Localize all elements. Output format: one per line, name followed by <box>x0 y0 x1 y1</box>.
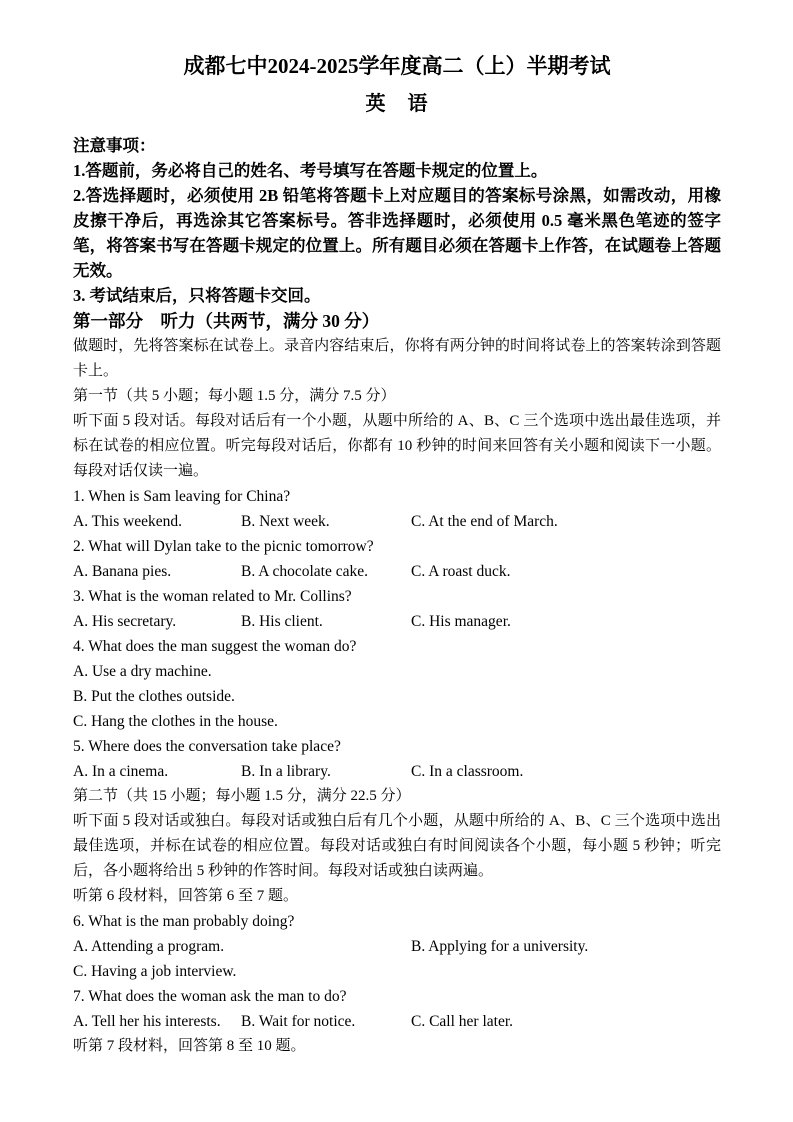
question-5-options <box>73 759 721 784</box>
question-3-text: 3. What is the woman related to Mr. Collins? <box>73 588 352 605</box>
question-5-option-c: C. In a classroom. <box>411 763 524 780</box>
part1-intro: 做题时，先将答案标在试卷上。录音内容结束后，你将有两分钟的时间将试卷上的答案转涂到答题卡上。 <box>73 338 721 379</box>
part1-heading: 第一部分 听力（共两节，满分 30 分） <box>73 311 380 331</box>
question-4 <box>73 634 721 734</box>
section2-heading: 第二节（共 15 小题；每小题 1.5 分，满分 22.5 分） <box>73 788 411 804</box>
section2-instructions: 听下面 5 段对话或独白。每段对话或独白后有几个小题，从题中所给的 A、B、C 三个选项中选出最佳选项，并标在试卷的相应位置。每段对话或独白有时间阅读各个小题，每小题 5 秒钟；听完后，各小题将给出 5 秒钟的作答时间。每段对话或独白读两遍。 <box>73 813 721 879</box>
question-4-option-c: C. Hang the clothes in the house. <box>73 713 278 730</box>
question-4-option-b: B. Put the clothes outside. <box>73 688 235 705</box>
material-7-line: 听第 7 段材料，回答第 8 至 10 题。 <box>73 1038 306 1054</box>
question-7 <box>73 984 721 1034</box>
question-3-option-b: B. His client. <box>241 613 323 630</box>
question-2 <box>73 534 721 584</box>
question-1-option-b: B. Next week. <box>241 513 330 530</box>
question-7-option-c: C. Call her later. <box>411 1013 514 1030</box>
question-4-option-a: A. Use a dry machine. <box>73 663 212 680</box>
question-1 <box>73 484 721 534</box>
notice-item-2: 2.答选择题时，必须使用 2B 铅笔将答题卡上对应题目的答案标号涂黑，如需改动，用橡皮擦干净后，再选涂其它答案标号。答非选择题时，必须使用 0.5 毫米黑色笔迹的签字笔，将答案书写在答题卡规定的位置上。所有题目必须在答题卡上作答，在试题卷上答题无效。 <box>73 186 721 280</box>
question-3-option-a: A. His secretary. <box>73 613 177 630</box>
question-5-option-a: A. In a cinema. <box>73 763 169 780</box>
question-6-option-a: A. Attending a program. <box>73 938 225 955</box>
question-5-option-b: B. In a library. <box>241 763 331 780</box>
section1-instructions: 听下面 5 段对话。每段对话后有一个小题，从题中所给的 A、B、C 三个选项中选出最佳选项，并标在试卷的相应位置。听完每段对话后，你都有 10 秒钟的时间来回答有关小题和阅读下一小题。每段对话仅读一遍。 <box>73 413 721 479</box>
question-3 <box>73 584 721 634</box>
notice-heading: 注意事项： <box>73 136 156 155</box>
question-2-option-c: C. A roast duck. <box>411 563 511 580</box>
question-6-options-row <box>73 934 721 959</box>
question-7-text: 7. What does the woman ask the man to do? <box>73 988 347 1005</box>
question-1-text: 1. When is Sam leaving for China? <box>73 488 291 505</box>
question-2-text: 2. What will Dylan take to the picnic tomorrow? <box>73 538 374 555</box>
question-3-options <box>73 609 721 634</box>
material-6-line: 听第 6 段材料，回答第 6 至 7 题。 <box>73 888 299 904</box>
question-6 <box>73 909 721 984</box>
question-3-option-c: C. His manager. <box>411 613 511 630</box>
question-7-option-b: B. Wait for notice. <box>241 1013 356 1030</box>
question-1-options <box>73 509 721 534</box>
section1-heading: 第一节（共 5 小题；每小题 1.5 分，满分 7.5 分） <box>73 388 396 404</box>
question-4-text: 4. What does the man suggest the woman do? <box>73 638 357 655</box>
question-7-option-a: A. Tell her his interests. <box>73 1013 221 1030</box>
question-6-text: 6. What is the man probably doing? <box>73 913 295 930</box>
question-2-options <box>73 559 721 584</box>
subject-title: 英 语 <box>365 93 429 115</box>
question-2-option-a: A. Banana pies. <box>73 563 172 580</box>
question-6-option-b: B. Applying for a university. <box>411 938 589 955</box>
notice-item-3: 3. 考试结束后，只将答题卡交回。 <box>73 286 321 305</box>
question-5-text: 5. Where does the conversation take place? <box>73 738 341 755</box>
page-title: 成都七中2024-2025学年度高二（上）半期考试 <box>183 54 611 78</box>
question-5 <box>73 734 721 784</box>
question-6-option-c: C. Having a job interview. <box>73 963 237 980</box>
notice-item-1: 1.答题前，务必将自己的姓名、考号填写在答题卡规定的位置上。 <box>73 161 548 180</box>
question-2-option-b: B. A chocolate cake. <box>241 563 368 580</box>
question-1-option-a: A. This weekend. <box>73 513 183 530</box>
question-1-option-c: C. At the end of March. <box>411 513 558 530</box>
question-7-options <box>73 1009 721 1034</box>
